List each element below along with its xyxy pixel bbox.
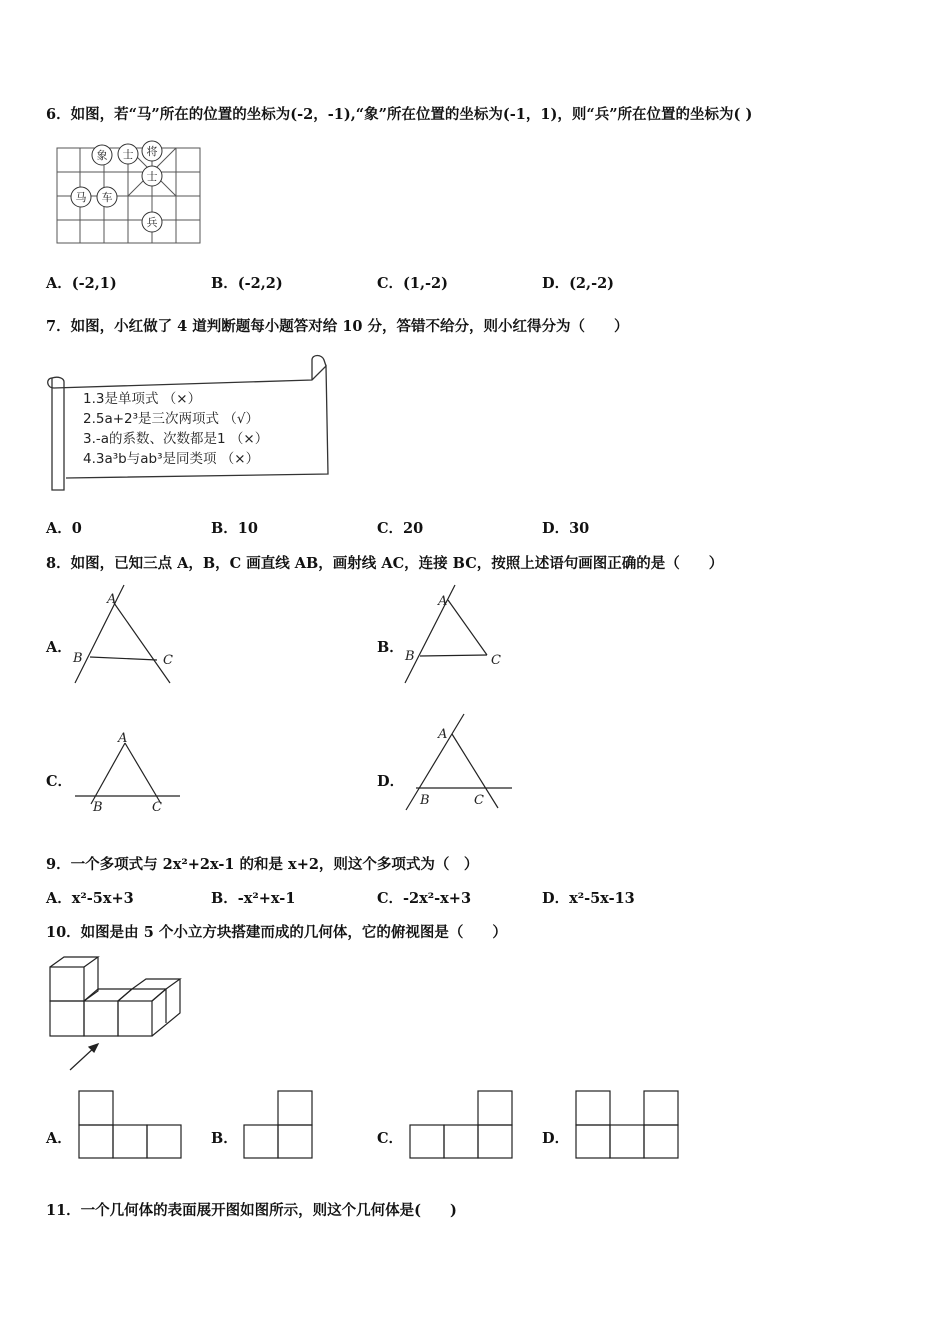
q8-option-c[interactable]: C． <box>46 773 73 790</box>
q9-stem: 9．一个多项式与 2x²+2x-1 的和是 x+2，则这个多项式为（ ） <box>46 856 479 873</box>
q6-stem: 6．如图，若“马”所在的位置的坐标为(-2，-1),“象”所在位置的坐标为(-1，1)，则“兵”所在位置的坐标为( ) <box>46 106 753 123</box>
scroll-line-1: 1.3是单项式 （×） <box>83 391 202 407</box>
piece-shi-mid-label: 士 <box>146 170 158 183</box>
q10-stem: 10．如图是由 5 个小立方块搭建而成的几何体，它的俯视图是（ ） <box>46 924 507 941</box>
q8a-label-b: B <box>73 651 83 666</box>
q8c-label-b: B <box>93 800 103 815</box>
q7-option-c[interactable]: C．20 <box>377 520 424 537</box>
q8-figure-b <box>400 585 510 690</box>
piece-shi-top-label: 士 <box>122 148 134 161</box>
q9-option-b[interactable]: B．-x²+x-1 <box>211 890 296 907</box>
q10-option-b[interactable]: B． <box>211 1130 238 1147</box>
q7-stem: 7．如图，小红做了 4 道判断题每小题答对给 10 分，答错不给分，则小红得分为（ ） <box>46 318 629 335</box>
piece-che-label: 车 <box>101 191 113 204</box>
q8-stem: 8．如图，已知三点 A，B，C 画直线 AB，画射线 AC，连接 BC，按照上述语句画图正确的是（ ） <box>46 555 724 572</box>
q8b-label-a: A <box>438 594 448 609</box>
q8b-label-c: C <box>491 653 501 668</box>
q8-figure-d <box>400 712 515 817</box>
q8d-label-a: A <box>438 727 448 742</box>
q7-option-d[interactable]: D．30 <box>542 520 590 537</box>
q6-option-d[interactable]: D．(2,-2) <box>542 275 615 292</box>
q10-figure-a <box>78 1090 182 1160</box>
q7-option-b[interactable]: B．10 <box>211 520 258 537</box>
scroll-line-2: 2.5a+2³是三次两项式 （√） <box>83 411 259 427</box>
q8-option-a[interactable]: A． <box>46 639 72 656</box>
q8a-label-a: A <box>107 592 117 607</box>
q8-figure-a <box>70 585 180 690</box>
scroll-line-3: 3.-a的系数、次数都是1 （×） <box>83 431 269 447</box>
q10-option-a[interactable]: A． <box>46 1130 72 1147</box>
scroll-line-4: 4.3a³b与ab³是同类项 （×） <box>83 451 260 467</box>
piece-ma-label: 马 <box>75 191 87 204</box>
q6-option-c[interactable]: C．(1,-2) <box>377 275 449 292</box>
q8-option-b[interactable]: B． <box>377 639 404 656</box>
q8c-label-c: C <box>152 800 162 815</box>
q10-figure-d <box>575 1090 679 1160</box>
q8c-label-a: A <box>118 731 128 746</box>
piece-jiang-label: 将 <box>146 145 158 158</box>
q8d-label-c: C <box>474 793 484 808</box>
q10-figure-b <box>243 1090 315 1160</box>
q9-option-d[interactable]: D．x²-5x-13 <box>542 890 635 907</box>
q6-option-a[interactable]: A．(-2,1) <box>46 275 117 292</box>
q11-stem: 11．一个几何体的表面展开图如图所示，则这个几何体是( ) <box>46 1202 457 1219</box>
q8-figure-c <box>70 728 185 818</box>
q9-option-c[interactable]: C．-2x²-x+3 <box>377 890 472 907</box>
q10-option-c[interactable]: C． <box>377 1130 404 1147</box>
q8-option-d[interactable]: D． <box>377 773 405 790</box>
cube-solid-figure <box>46 955 186 1075</box>
q8b-label-b: B <box>405 649 415 664</box>
q10-figure-c <box>409 1090 513 1160</box>
piece-bing-label: 兵 <box>146 216 158 229</box>
chessboard-figure <box>56 144 202 246</box>
q10-option-d[interactable]: D． <box>542 1130 570 1147</box>
q9-option-a[interactable]: A．x²-5x+3 <box>46 890 134 907</box>
q6-option-b[interactable]: B．(-2,2) <box>211 275 283 292</box>
piece-xiang-label: 象 <box>96 149 108 162</box>
q8d-label-b: B <box>420 793 430 808</box>
q7-option-a[interactable]: A．0 <box>46 520 82 537</box>
q8a-label-c: C <box>163 653 173 668</box>
